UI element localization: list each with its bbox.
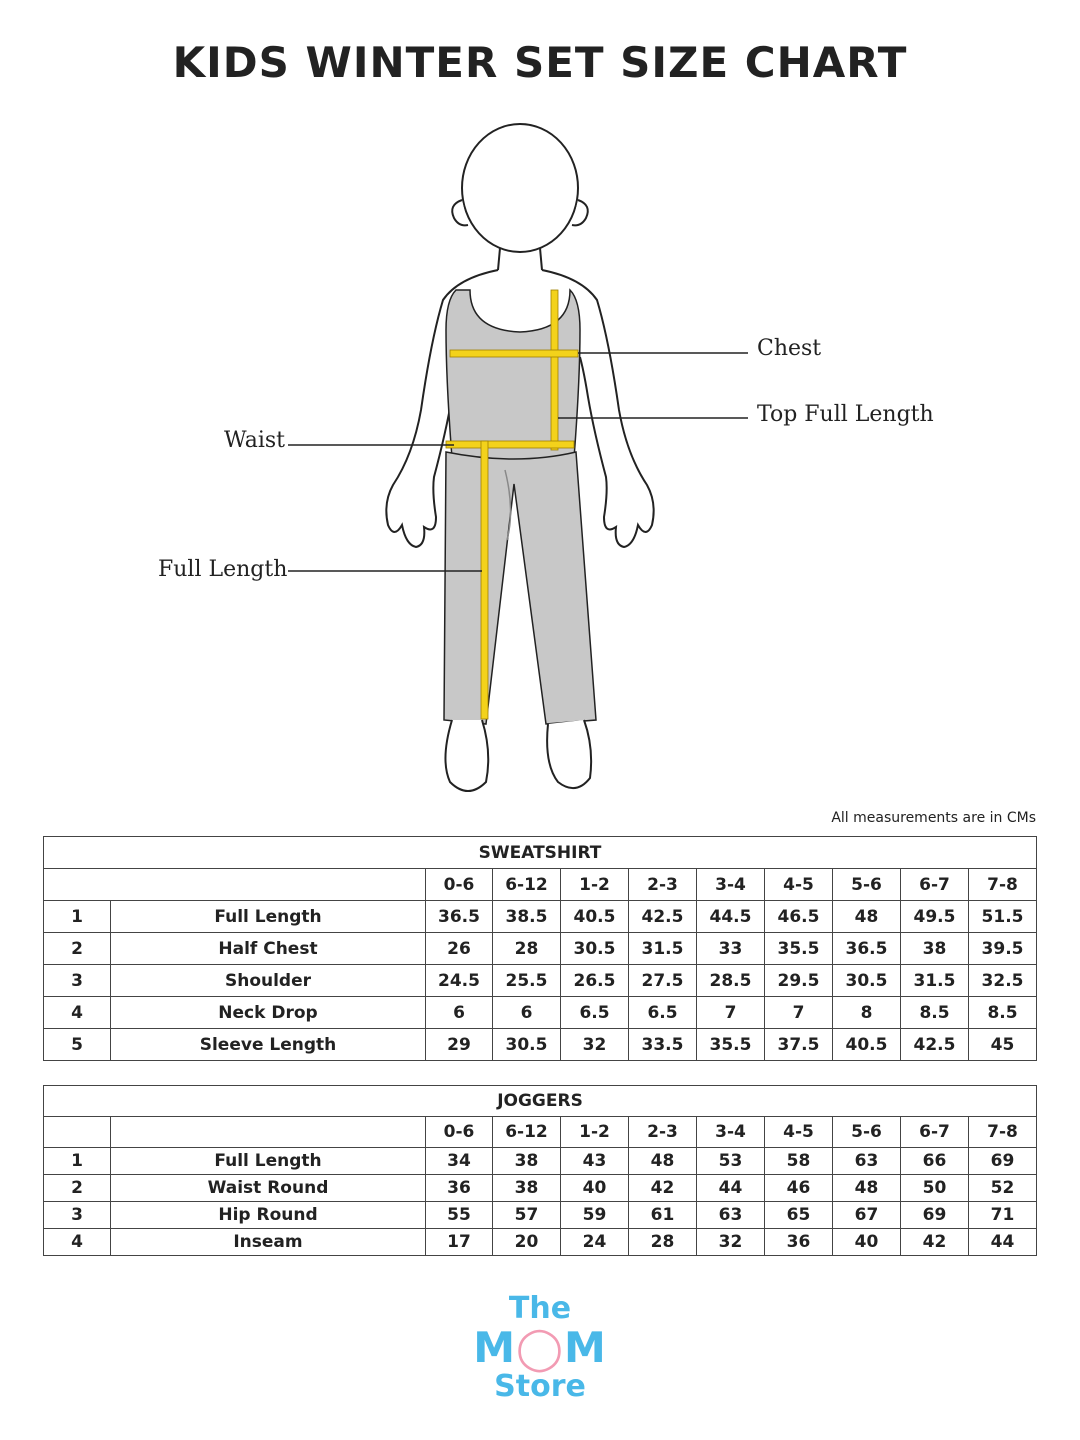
value-cell: 25.5: [493, 965, 561, 997]
row-label: Full Length: [111, 1148, 426, 1175]
value-cell: 42: [629, 1175, 697, 1202]
value-cell: 53: [697, 1148, 765, 1175]
logo-line-the: The: [508, 1291, 572, 1326]
row-number: 5: [44, 1029, 111, 1061]
logo-letter-m: M: [564, 1323, 607, 1372]
logo-letter-m: M: [473, 1323, 516, 1372]
value-cell: 48: [833, 1175, 901, 1202]
joggers-size-table: [43, 1085, 1037, 1256]
value-cell: 29.5: [765, 965, 833, 997]
value-cell: 63: [697, 1202, 765, 1229]
value-cell: 43: [561, 1148, 629, 1175]
value-cell: 51.5: [969, 901, 1037, 933]
value-cell: 26: [426, 933, 493, 965]
value-cell: 69: [901, 1202, 969, 1229]
logo-line-store: Store: [494, 1369, 586, 1404]
value-cell: 36.5: [426, 901, 493, 933]
measurement-note: All measurements are in CMs: [831, 810, 1036, 826]
size-header-cell: 6-7: [901, 869, 969, 901]
value-cell: 36: [426, 1175, 493, 1202]
value-cell: 42.5: [629, 901, 697, 933]
value-cell: 28: [493, 933, 561, 965]
value-cell: 44: [697, 1175, 765, 1202]
size-header-cell: 6-12: [493, 869, 561, 901]
size-header-row: [44, 1117, 1037, 1148]
table-row: [44, 965, 1037, 997]
row-number: 4: [44, 1229, 111, 1256]
size-header-cell: 1-2: [561, 869, 629, 901]
top-full-length-label: Top Full Length: [757, 402, 934, 427]
value-cell: 42.5: [901, 1029, 969, 1061]
value-cell: 46.5: [765, 901, 833, 933]
sweatshirt-heading: SWEATSHIRT: [44, 837, 1037, 869]
size-header-cell: 0-6: [426, 869, 493, 901]
value-cell: 7: [765, 997, 833, 1029]
value-cell: 31.5: [629, 933, 697, 965]
value-cell: 32: [697, 1229, 765, 1256]
value-cell: 27.5: [629, 965, 697, 997]
value-cell: 48: [833, 901, 901, 933]
value-cell: 39.5: [969, 933, 1037, 965]
size-header-cell: 4-5: [765, 869, 833, 901]
value-cell: 61: [629, 1202, 697, 1229]
child-illustration: [0, 110, 1080, 810]
size-header-cell: 2-3: [629, 869, 697, 901]
row-label: Neck Drop: [111, 997, 426, 1029]
row-label: Full Length: [111, 901, 426, 933]
size-header-cell: 6-7: [901, 1117, 969, 1148]
value-cell: 38: [493, 1148, 561, 1175]
row-number: 1: [44, 901, 111, 933]
value-cell: 71: [969, 1202, 1037, 1229]
size-header-cell: 3-4: [697, 1117, 765, 1148]
logo-line-mom: [470, 1323, 610, 1372]
value-cell: 42: [901, 1229, 969, 1256]
value-cell: 30.5: [833, 965, 901, 997]
value-cell: 46: [765, 1175, 833, 1202]
row-number: 2: [44, 933, 111, 965]
value-cell: 29: [426, 1029, 493, 1061]
child-measurement-figure: [0, 110, 1080, 810]
value-cell: 69: [969, 1148, 1037, 1175]
value-cell: 24: [561, 1229, 629, 1256]
value-cell: 8.5: [969, 997, 1037, 1029]
table-row: [44, 1202, 1037, 1229]
value-cell: 66: [901, 1148, 969, 1175]
size-header-cell: 1-2: [561, 1117, 629, 1148]
value-cell: 31.5: [901, 965, 969, 997]
table-row: [44, 1229, 1037, 1256]
value-cell: 30.5: [493, 1029, 561, 1061]
row-label: Inseam: [111, 1229, 426, 1256]
value-cell: 36: [765, 1229, 833, 1256]
row-label: Shoulder: [111, 965, 426, 997]
size-header-cell: 2-3: [629, 1117, 697, 1148]
value-cell: 44.5: [697, 901, 765, 933]
table-row: [44, 1175, 1037, 1202]
value-cell: 20: [493, 1229, 561, 1256]
chest-label: Chest: [757, 336, 822, 361]
full-length-label: Full Length: [158, 557, 288, 582]
value-cell: 67: [833, 1202, 901, 1229]
row-number: 1: [44, 1148, 111, 1175]
value-cell: 28: [629, 1229, 697, 1256]
size-header-cell: 5-6: [833, 1117, 901, 1148]
row-label: Waist Round: [111, 1175, 426, 1202]
size-header-cell: 4-5: [765, 1117, 833, 1148]
table-row: [44, 901, 1037, 933]
value-cell: 30.5: [561, 933, 629, 965]
value-cell: 8.5: [901, 997, 969, 1029]
row-label: Half Chest: [111, 933, 426, 965]
value-cell: 48: [629, 1148, 697, 1175]
value-cell: 38: [901, 933, 969, 965]
blank-header-cell: [111, 1117, 426, 1148]
value-cell: 38.5: [493, 901, 561, 933]
value-cell: 8: [833, 997, 901, 1029]
joggers-heading: JOGGERS: [44, 1086, 1037, 1117]
value-cell: 40.5: [561, 901, 629, 933]
size-header-cell: 7-8: [969, 869, 1037, 901]
value-cell: 63: [833, 1148, 901, 1175]
value-cell: 7: [697, 997, 765, 1029]
value-cell: 52: [969, 1175, 1037, 1202]
value-cell: 17: [426, 1229, 493, 1256]
size-header-cell: 5-6: [833, 869, 901, 901]
blank-header-cell: [44, 1117, 111, 1148]
value-cell: 33: [697, 933, 765, 965]
value-cell: 36.5: [833, 933, 901, 965]
sweatshirt-size-table: [43, 836, 1037, 1061]
row-label: Sleeve Length: [111, 1029, 426, 1061]
size-header-cell: 6-12: [493, 1117, 561, 1148]
value-cell: 6: [426, 997, 493, 1029]
value-cell: 35.5: [697, 1029, 765, 1061]
row-label: Hip Round: [111, 1202, 426, 1229]
value-cell: 33.5: [629, 1029, 697, 1061]
row-number: 2: [44, 1175, 111, 1202]
value-cell: 34: [426, 1148, 493, 1175]
value-cell: 65: [765, 1202, 833, 1229]
value-cell: 40: [561, 1175, 629, 1202]
value-cell: 38: [493, 1175, 561, 1202]
value-cell: 44: [969, 1229, 1037, 1256]
waist-label: Waist: [224, 428, 285, 453]
table-row: [44, 997, 1037, 1029]
value-cell: 59: [561, 1202, 629, 1229]
value-cell: 6.5: [561, 997, 629, 1029]
size-header-cell: 3-4: [697, 869, 765, 901]
value-cell: 32.5: [969, 965, 1037, 997]
value-cell: 35.5: [765, 933, 833, 965]
row-number: 4: [44, 997, 111, 1029]
heart-icon: ◯: [515, 1323, 564, 1372]
size-header-cell: 0-6: [426, 1117, 493, 1148]
value-cell: 50: [901, 1175, 969, 1202]
row-number: 3: [44, 1202, 111, 1229]
value-cell: 32: [561, 1029, 629, 1061]
page-title: KIDS WINTER SET SIZE CHART: [172, 38, 908, 87]
value-cell: 55: [426, 1202, 493, 1229]
size-header-cell: 7-8: [969, 1117, 1037, 1148]
table-row: [44, 1029, 1037, 1061]
table-row: [44, 933, 1037, 965]
value-cell: 58: [765, 1148, 833, 1175]
value-cell: 6: [493, 997, 561, 1029]
value-cell: 28.5: [697, 965, 765, 997]
table-row: [44, 1148, 1037, 1175]
row-number: 3: [44, 965, 111, 997]
value-cell: 49.5: [901, 901, 969, 933]
size-header-row: [44, 869, 1037, 901]
value-cell: 6.5: [629, 997, 697, 1029]
value-cell: 24.5: [426, 965, 493, 997]
the-mom-store-logo: [470, 1292, 610, 1404]
value-cell: 40: [833, 1229, 901, 1256]
value-cell: 37.5: [765, 1029, 833, 1061]
value-cell: 45: [969, 1029, 1037, 1061]
value-cell: 40.5: [833, 1029, 901, 1061]
value-cell: 57: [493, 1202, 561, 1229]
blank-header-cell: [44, 869, 426, 901]
value-cell: 26.5: [561, 965, 629, 997]
